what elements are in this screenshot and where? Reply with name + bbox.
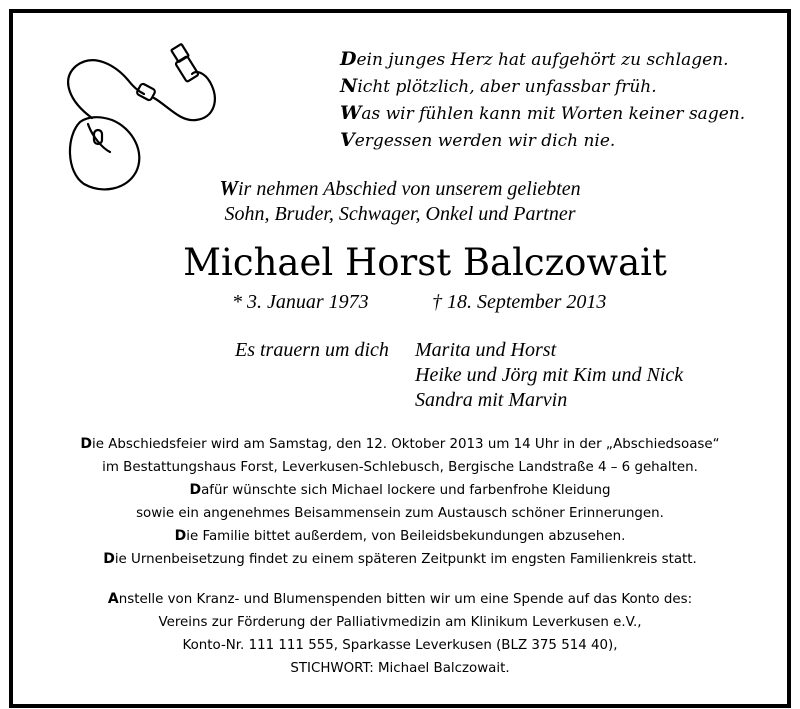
birth-date: * 3. Januar 1973 [232, 291, 369, 313]
donation-line: Anstelle von Kranz- und Blumenspenden bitten wir um eine Spende auf das Konto des: [107, 591, 693, 607]
poem [340, 46, 745, 154]
info-line: Die Familie bittet außerdem, von Beileidsbekundungen abzusehen. [174, 528, 626, 544]
info-line: Die Urnenbeisetzung findet zu einem späteren Zeitpunkt im engsten Familienkreis statt. [103, 551, 697, 567]
donation-line: Konto-Nr. 111 111 555, Sparkasse Leverkusen (BLZ 375 514 40), [182, 638, 618, 653]
intro-line-1: Wir nehmen Abschied von unserem geliebten [219, 176, 581, 200]
donation-line: Vereins zur Förderung der Palliativmedizin am Klinikum Leverkusen e.V., [158, 615, 642, 630]
donation-line: STICHWORT: Michael Balczowait. [290, 661, 510, 676]
info-line: sowie ein angenehmes Beisammensein zum Austausch schöner Erinnerungen. [136, 506, 664, 521]
mourner-entry: Marita und Horst [415, 339, 557, 361]
poem-line: Was wir fühlen kann mit Worten keiner sagen. [340, 102, 746, 124]
mourner-entry: Heike und Jörg mit Kim und Nick [415, 364, 684, 386]
donation-info [0, 588, 800, 680]
poem-line: Nicht plötzlich, aber unfassbar früh. [340, 75, 657, 97]
ceremony-info [0, 433, 800, 571]
mourners-list [415, 338, 683, 413]
intro-line-2: Sohn, Bruder, Schwager, Onkel und Partner [224, 203, 576, 225]
poem-line: Vergessen werden wir dich nie. [340, 129, 616, 151]
death-date: † 18. September 2013 [432, 291, 607, 313]
farewell-intro [0, 176, 800, 227]
info-line: Die Abschiedsfeier wird am Samstag, den 12. Oktober 2013 um 14 Uhr in der „Abschiedsoase“ [80, 436, 720, 452]
deceased-name: Michael Horst Balczowait [183, 241, 667, 284]
mourners-label: Es trauern um dich [235, 339, 389, 361]
poem-line: Dein junges Herz hat aufgehört zu schlagen. [340, 48, 729, 70]
info-line: im Bestattungshaus Forst, Leverkusen-Schlebusch, Bergische Landstraße 4 – 6 gehalten. [102, 460, 698, 475]
mourner-entry: Sandra mit Marvin [415, 389, 568, 411]
info-line: Dafür wünschte sich Michael lockere und farbenfrohe Kleidung [189, 482, 611, 498]
